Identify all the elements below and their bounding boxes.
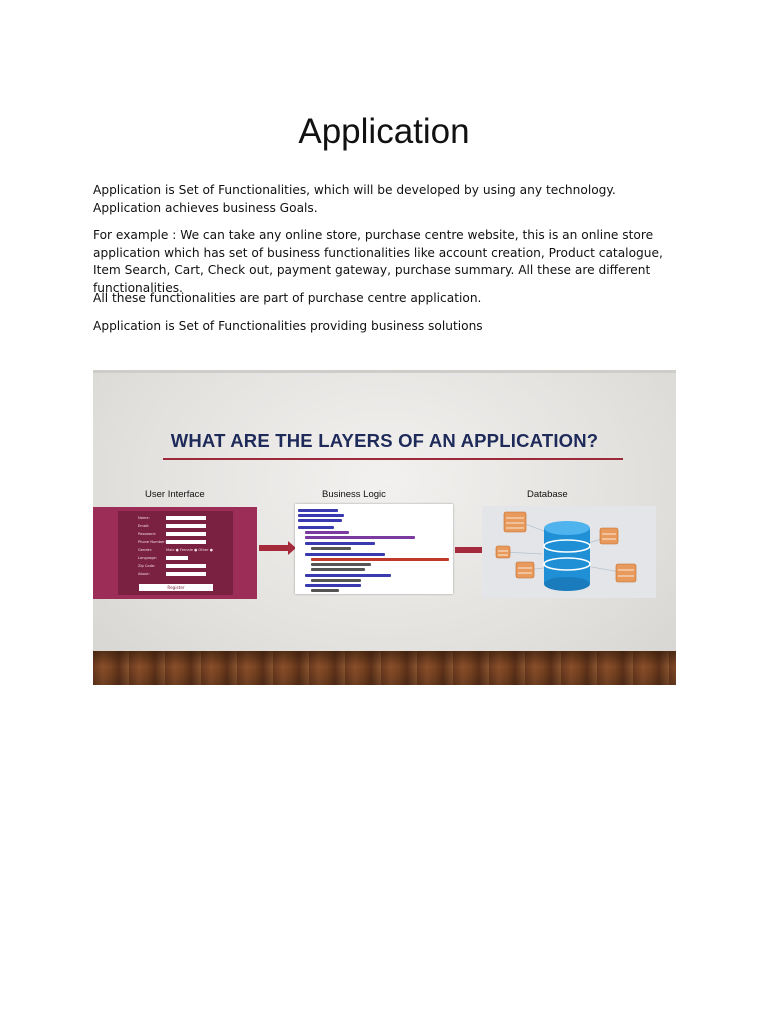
database-panel [482, 506, 656, 598]
paragraph-example: For example : We can take any online store, purchase centre website, this is an online store application which has set of business functionalities like account creation, Product catalogue, Item Search, Cart, Check out, payment gateway, purchase summary. All these are different functionalities. [93, 228, 663, 295]
form-input-box [166, 532, 206, 536]
code-line [311, 558, 449, 561]
form-select-box [166, 556, 188, 560]
slide-heading-rule [163, 458, 623, 460]
database-cylinder-icon [544, 521, 590, 591]
form-input-box [166, 540, 206, 544]
paragraph-definition: Application is Set of Functionalities, which will be developed by using any technology. Application achieves business Goals. [93, 183, 616, 215]
form-input-box [166, 572, 206, 576]
code-line [305, 574, 391, 577]
gender-radio-options: Male ● Female ● Other ● [166, 548, 213, 552]
code-line [311, 563, 371, 566]
form-input-box [166, 564, 206, 568]
layer-label-database: Database [527, 489, 568, 500]
form-label: Gender: [138, 548, 153, 552]
slide-heading: WHAT ARE THE LAYERS OF AN APPLICATION? [170, 430, 599, 451]
code-line [311, 579, 361, 582]
form-label: Email: [138, 524, 150, 528]
form-label: Name: [138, 516, 150, 520]
code-line [298, 519, 342, 522]
code-line [311, 568, 365, 571]
wooden-floor-background [93, 651, 676, 685]
paragraph-summary: Application is Set of Functionalities providing business solutions [93, 319, 483, 333]
form-label: Language: [138, 556, 157, 560]
code-line [298, 514, 344, 517]
form-row-password [138, 532, 233, 537]
form-input-box [166, 516, 206, 520]
form-row-gender [138, 548, 233, 553]
paragraph-functionalities: All these functionalities are part of purchase centre application. [93, 291, 482, 305]
code-line [305, 536, 415, 539]
code-line [305, 553, 385, 556]
code-line [305, 584, 361, 587]
code-line [298, 509, 338, 512]
layer-label-business-logic: Business Logic [322, 489, 386, 500]
form-row-email [138, 524, 233, 529]
form-row-name [138, 516, 233, 521]
code-line [311, 547, 351, 550]
code-line [311, 589, 339, 592]
arrow-ui-to-logic [259, 545, 289, 551]
code-snippet-panel [295, 504, 453, 594]
register-button-illustration: Register [139, 584, 213, 591]
registration-form-illustration [118, 511, 233, 595]
form-input-box [166, 524, 206, 528]
form-row-language [138, 556, 233, 561]
database-illustration [482, 506, 656, 598]
form-row-zip [138, 564, 233, 569]
code-line [305, 531, 349, 534]
form-row-phone [138, 540, 233, 545]
form-label: Password: [138, 532, 156, 536]
layer-label-user-interface: User Interface [145, 489, 205, 500]
code-line [298, 526, 334, 529]
form-label: About: [138, 572, 150, 576]
arrow-logic-to-database [455, 547, 483, 553]
layers-slide-image [93, 370, 676, 685]
page-title: Application [298, 112, 470, 151]
code-line [305, 542, 375, 545]
form-label: Zip Code: [138, 564, 156, 568]
form-row-about [138, 572, 233, 577]
form-label: Phone Number: [138, 540, 166, 544]
slide-top-border [93, 370, 676, 373]
